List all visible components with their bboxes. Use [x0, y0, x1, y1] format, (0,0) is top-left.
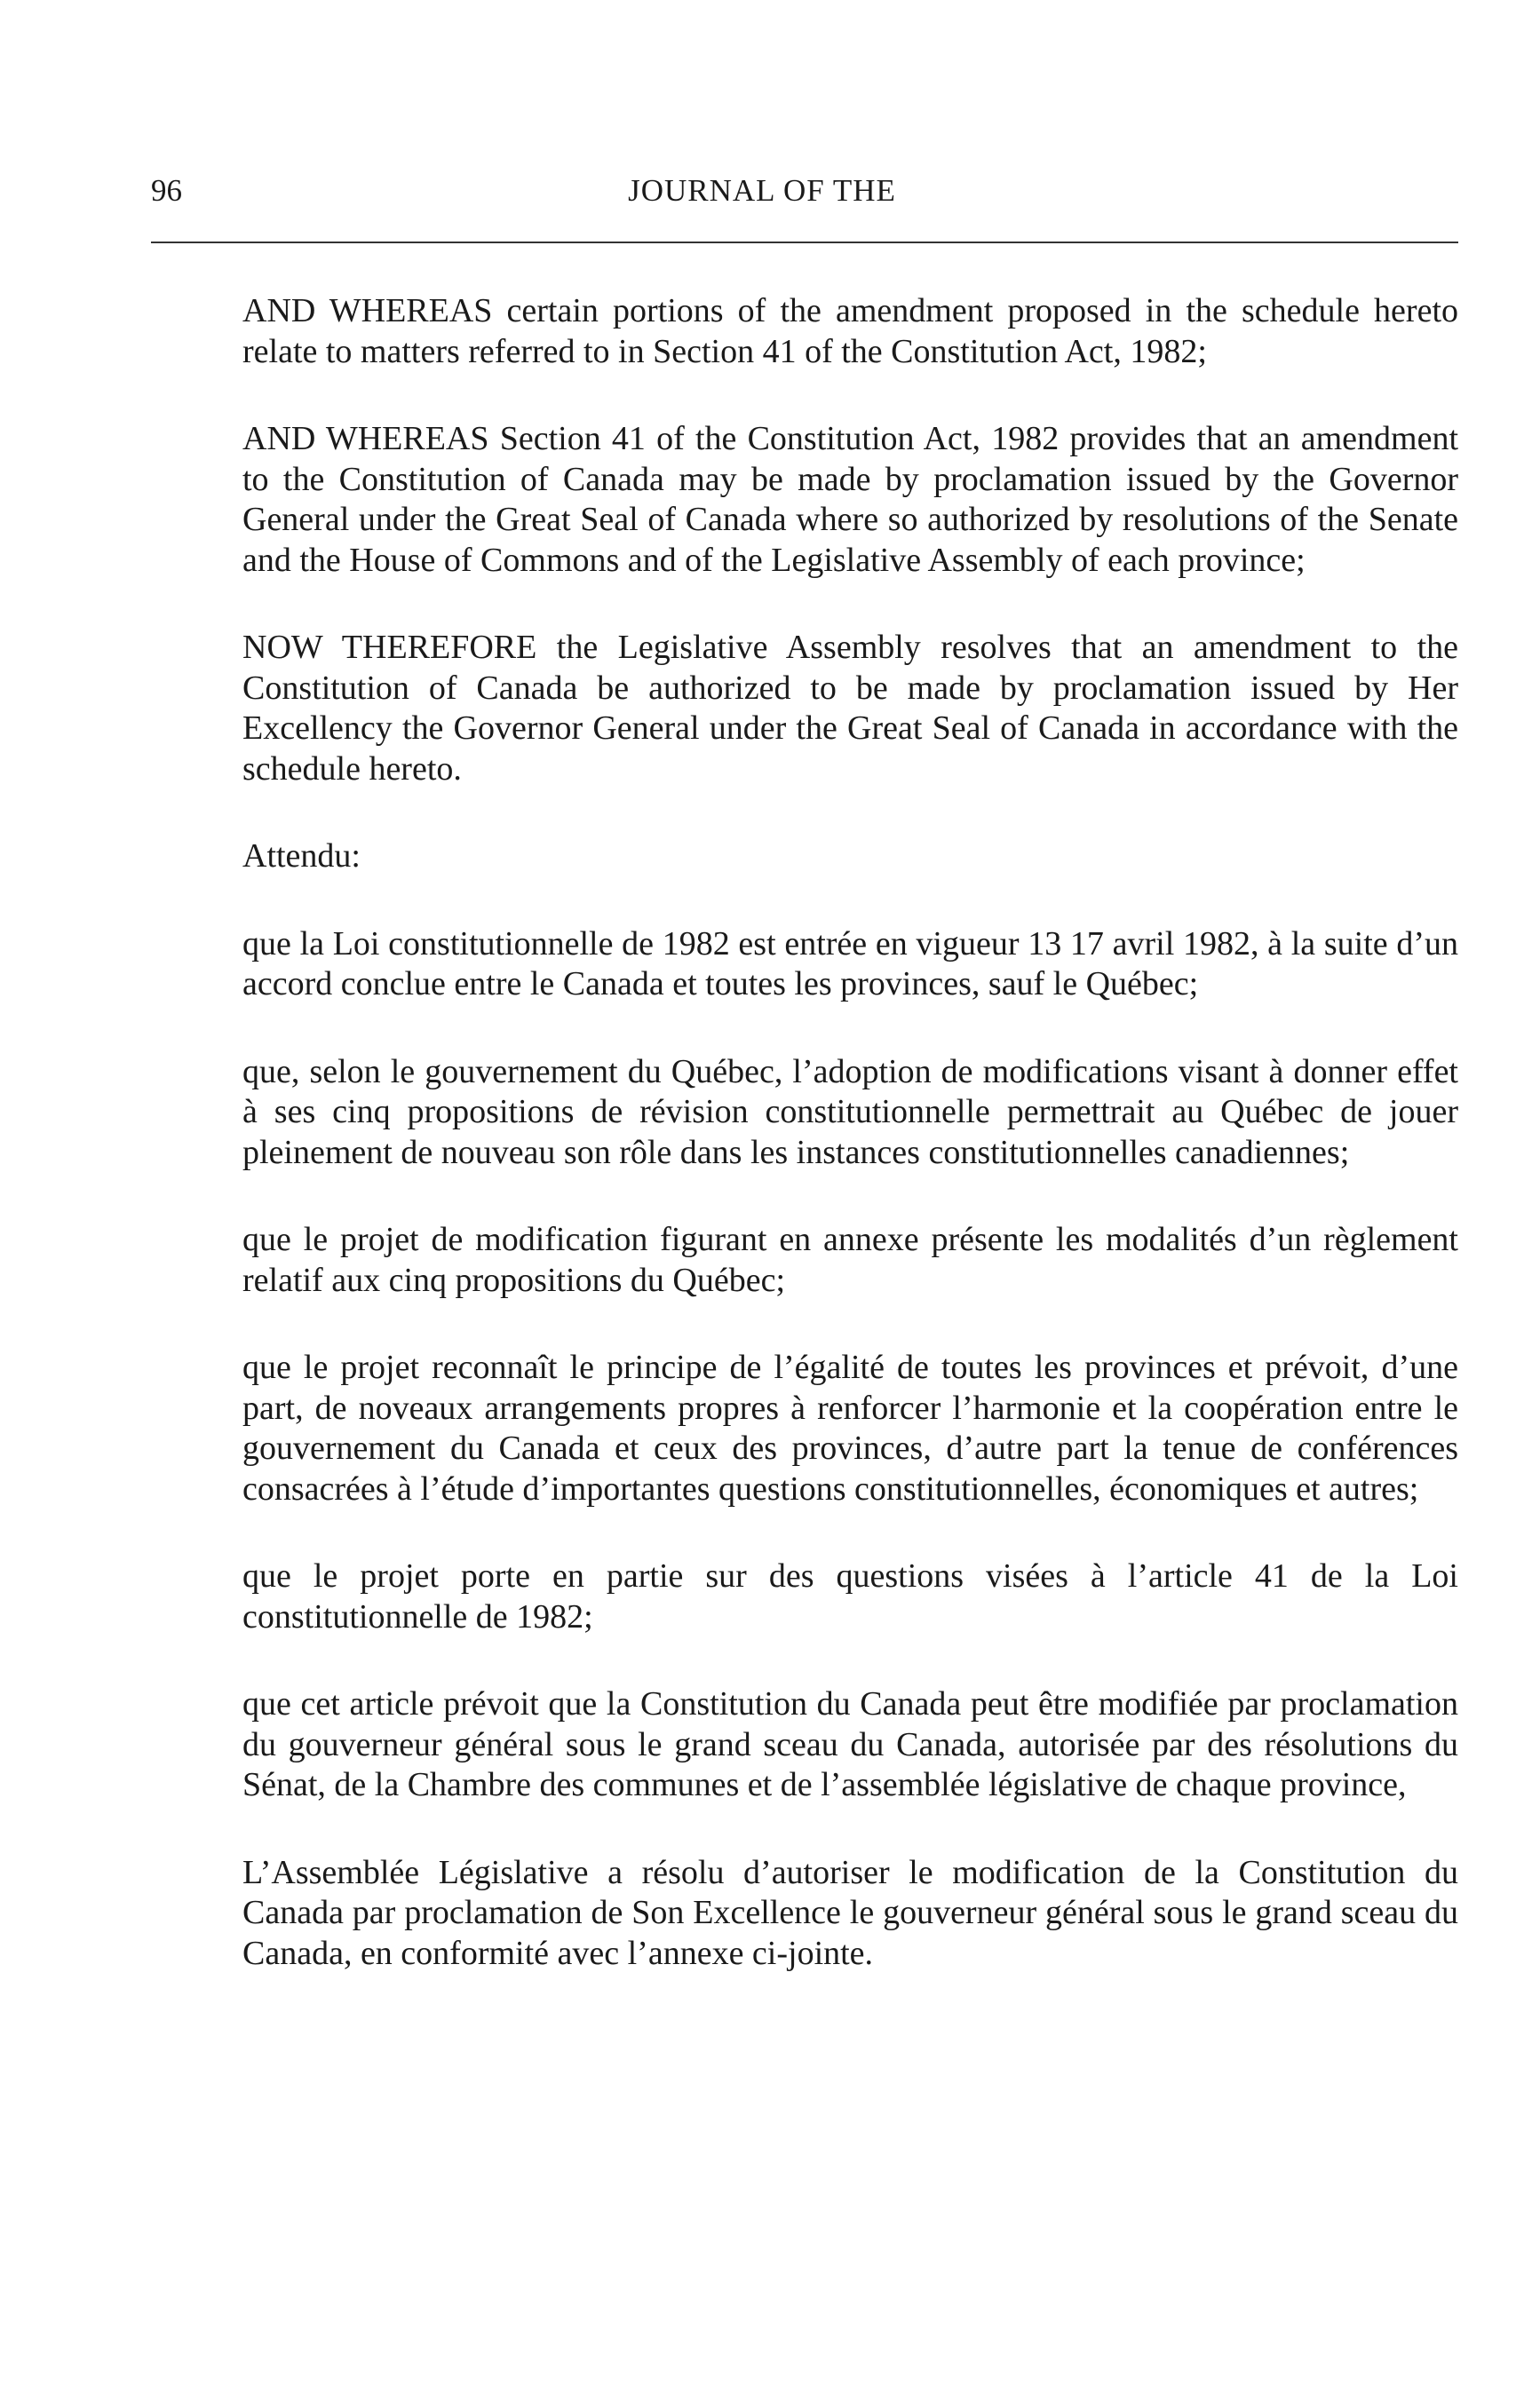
paragraph-attendu: Attendu: — [242, 837, 361, 875]
paragraph-principe-egalite: que le projet reconnaît le principe de l’égalité de toutes les provinces et prévoit, d’une part, de noveaux arrangements propres à renforcer l’harmonie et la coopération entre le gouvernement du Canada et ceux des provinces, d’autre part la tenue de conférences consacrées à l’étude d’importantes questions constitutionnelles, économiques et autres; — [242, 1349, 1458, 1508]
paragraph-whereas-portions: AND WHEREAS certain portions of the amendment proposed in the schedule hereto relate to matters referred to in Section 41 of the Constitution Act, 1982; — [242, 292, 1458, 370]
page-number: 96 — [151, 173, 182, 208]
paragraph-gouvernement-quebec: que, selon le gouvernement du Québec, l’adoption de modifications visant à donner effet à ses cinq propositions de révision constitutionnelle permettrait au Québec de jouer pleinement de nouveau son rôle dans les instances constitutionnelles canadiennes; — [242, 1052, 1458, 1171]
header-rule — [151, 242, 1458, 243]
paragraph-loi-constitutionnelle: que la Loi constitutionnelle de 1982 est entrée en vigueur 13 17 avril 1982, à la suite d’un accord conclue entre le Canada et toutes les provinces, sauf le Québec; — [242, 924, 1458, 1002]
paragraph-now-therefore: NOW THEREFORE the Legislative Assembly resolves that an amendment to the Constitution of Canada be authorized to be made by proclamation issued by Her Excellency the Governor General under the Great Seal of Canada in accordance with the schedule hereto. — [242, 629, 1458, 788]
paragraph-projet-modification: que le projet de modification figurant en annexe présente les modalités d’un règlement relatif aux cinq propositions du Québec; — [242, 1221, 1458, 1299]
body-text — [242, 291, 1458, 2021]
running-head: JOURNAL OF THE — [628, 173, 896, 208]
paragraph-article-41: que le projet porte en partie sur des questions visées à l’article 41 de la Loi constitutionnelle de 1982; — [242, 1557, 1458, 1636]
paragraph-proclamation: que cet article prévoit que la Constitution du Canada peut être modifiée par proclamation du gouverneur général sous le grand sceau du Canada, autorisée par des résolutions du Sénat, de la Chambre des communes et de l’assemblée législative de chaque province, — [242, 1685, 1458, 1803]
paragraph-assemblee-resolu: L’Assemblée Législative a résolu d’autoriser le modification de la Constitution du Canada par proclamation de Son Excellence le gouverneur général sous le grand sceau du Canada, en conformité avec l’annexe ci-jointe. — [242, 1853, 1458, 1972]
paragraph-whereas-section-41: AND WHEREAS Section 41 of the Constitution Act, 1982 provides that an amendment to the Constitution of Canada may be made by proclamation issued by the Governor General under the Great Seal of Canada where so authorized by resolutions of the Senate and the House of Commons and of the Legislative Assembly of each province; — [242, 420, 1458, 579]
